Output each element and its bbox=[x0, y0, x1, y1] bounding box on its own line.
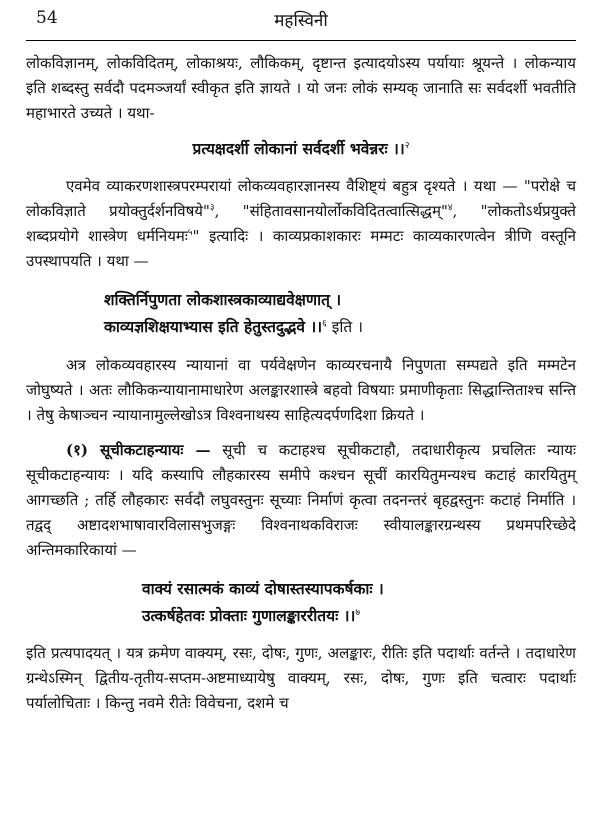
paragraph-grammar-tradition bbox=[26, 174, 576, 274]
paragraph-text: सूची च कटाहश्च सूचीकटाहौ, तदाधारीकृत्य प्रचलितः न्यायः सूचीकटाहन्यायः । यदि कस्यापि लौहकारस्य समीपे कश्चन सूचीं कारयितुमन्यश्च कटाहं कारयितुम् आगच्छति ; तर्हि लौहकारः सर्वदौ लघुवस्तुनः सूच्याः निर्माणं कृत्वा तदनन्तरं बृहद्वस्तुनः कटाहं निर्माति । तद्वद् अष्टादशभाषावारविलासभुजङ्गः विश्वनाथकविराजः स्वीयालङ्कारग्रन्थस्य प्रथमपरिच्छेदे अन्तिमकारिकायां — bbox=[26, 441, 576, 559]
verse-text: काव्यज्ञशिक्षयाभ्यास इति हेतुस्तदुद्भवे ।। bbox=[104, 317, 323, 336]
verse-tail: इति । bbox=[326, 318, 364, 336]
footnote-ref: ३ bbox=[209, 203, 215, 213]
paragraph-text: , "संहितावसानयोर्लोकविदितत्वात्सिद्धम्" bbox=[214, 202, 448, 220]
verse-quote-2b bbox=[26, 313, 576, 341]
paragraph-text: एवमेव व्याकरणशास्त्रपरम्परायां लोकव्यवहारज्ञानस्य वैशिष्ट्यं बहुत्र दृश्यते । यथा — "परोक्षे च लोकविज्ञाते प्रयोक्तुर्दर्शनविषये" bbox=[26, 177, 576, 220]
footnote-ref: २ bbox=[404, 140, 410, 151]
running-title: महस्विनी bbox=[274, 11, 328, 31]
verse-quote-2a: शक्तिर्निपुणता लोकशास्त्रकाव्याद्यवेक्षणात् । bbox=[104, 290, 342, 309]
footnote-ref: ४ bbox=[447, 203, 453, 213]
footnote-ref: ६ bbox=[322, 318, 327, 329]
paragraph-mammata: अत्र लोकव्यवहारस्य न्यायानां वा पर्यवेक्षणेन काव्यरचनायै निपुणता सम्पद्यते इति मम्मटेन जोघुष्यते । अतः लौकिकन्यायानामाधारेण अलङ्कारशास्त्रे बहवो विषयाः प्रमाणीकृताः सिद्धान्तिताश्च सन्ति । तेषु केषाञ्चन न्यायानामुल्लेखोऽत्र विश्वनाथस्य साहित्यदर्पणदिशा क्रियते । bbox=[26, 356, 576, 424]
paragraph-synonyms: लोकविज्ञानम्, लोकविदितम्, लोकाश्रयः, लौकिकम्, दृष्टान्त इत्यादयोऽस्य पर्यायाः श्रूयन्ते । लोकन्याय इति शब्दस्तु सर्वदौ पदमञ्जर्यां स्वीकृत इति ज्ञायते । यो जनः लोकं सम्यक् जानाति सः सर्वदर्शी भवतीति महाभारते उच्यते । यथा- bbox=[26, 54, 576, 122]
paragraph-suchikatah-nyaya bbox=[26, 438, 576, 563]
section-heading: (१) सूचीकटाहन्यायः — bbox=[66, 441, 211, 459]
verse-text: उत्कर्षहेतवः प्रोक्ताः गुणालङ्काररीतयः ।। bbox=[142, 606, 356, 625]
paragraph-text: " इत्यादिः । काव्यप्रकाशकारः मम्मटः काव्यकारणत्वेन त्रीणि वस्तूनि उपस्थापयति । यथा — bbox=[26, 227, 576, 270]
verse-text: प्रत्यक्षदर्शी लोकानां सर्वदर्शी भवेन्नरः ।। bbox=[192, 139, 405, 158]
page-header bbox=[26, 6, 576, 40]
page-number: 54 bbox=[36, 8, 58, 28]
footnote-ref: ७ bbox=[355, 607, 361, 618]
verse-quote-3a: वाक्यं रसात्मकं काव्यं दोषास्तस्यापकर्षकाः । bbox=[142, 579, 384, 598]
footnote-ref: ५ bbox=[187, 228, 193, 238]
paragraph-conclusion: इति प्रत्यपादयत् । यत्र क्रमेण वाक्यम्, रसः, दोषः, गुणः, अलङ्कारः, रीतिः इति पदार्थाः वर्तन्ते । तदाधारेण ग्रन्थेऽस्मिन् द्वितीय-तृतीय-सप्तम-अष्टमाध्यायेषु वाक्यम्, रसः, दोषः, गुणः इति चत्वारः पदार्थाः पर्यालोचिताः । किन्तु नवमे रीतेः विवेचना, दशमे च bbox=[26, 644, 576, 712]
verse-quote-3b bbox=[26, 602, 576, 629]
paragraph-text: , "लोकतोऽर्थप्रयुक्ते शब्दप्रयोगे शास्त्रेण धर्मनियमः bbox=[26, 202, 576, 245]
verse-quote-1 bbox=[26, 135, 576, 162]
header-rule bbox=[26, 40, 576, 41]
